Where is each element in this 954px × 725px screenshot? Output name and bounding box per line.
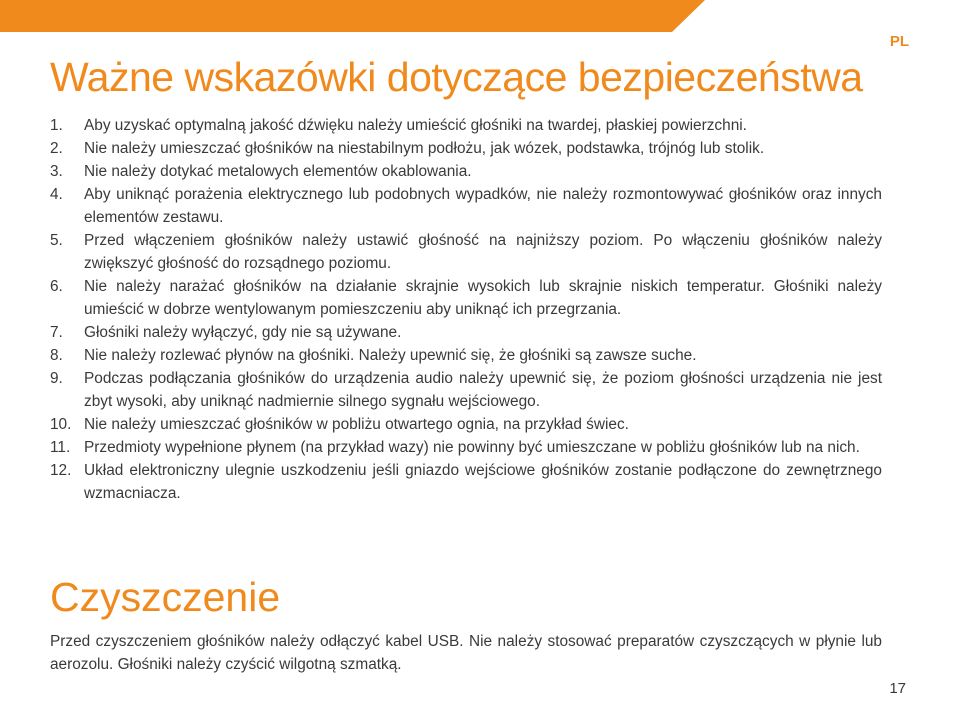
item-text: Aby uniknąć porażenia elektrycznego lub podobnych wypadków, nie należy rozmontowywać głośników oraz innych elementów zestawu. [84,186,882,226]
item-number: 1. [50,117,63,134]
item-text: Nie należy rozlewać płynów na głośniki. Należy upewnić się, że głośniki są zawsze suche. [84,347,697,364]
item-text: Nie należy umieszczać głośników w pobliżu otwartego ognia, na przykład świec. [84,416,629,433]
item-number: 2. [50,140,63,157]
safety-title: Ważne wskazówki dotyczące bezpieczeństwa [50,54,863,100]
item-text: Przed włączeniem głośników należy ustawić głośność na najniższy poziom. Po włączeniu głośników należy zwiększyć głośność do rozsądnego poziomu. [84,232,882,272]
list-item [50,114,882,137]
item-number: 8. [50,347,63,364]
list-item [50,413,882,436]
list-item [50,137,882,160]
list-item [50,160,882,183]
header-accent-band [0,0,705,32]
list-item [50,367,882,413]
item-number: 9. [50,370,63,387]
item-text: Aby uzyskać optymalną jakość dźwięku należy umieścić głośniki na twardej, płaskiej powierzchni. [84,117,747,134]
item-number: 12. [50,462,72,479]
list-item [50,321,882,344]
list-item [50,344,882,367]
safety-list [50,114,882,505]
item-text: Nie należy dotykać metalowych elementów okablowania. [84,163,472,180]
item-number: 4. [50,186,63,203]
list-item [50,183,882,229]
item-text: Przedmioty wypełnione płynem (na przykład wazy) nie powinny być umieszczane w pobliżu głośników lub na nich. [84,439,860,456]
item-number: 5. [50,232,63,249]
item-number: 6. [50,278,63,295]
language-label: PL [889,33,909,50]
item-number: 11. [50,439,71,456]
list-item [50,229,882,275]
item-number: 10. [50,416,72,433]
item-number: 3. [50,163,63,180]
item-text: Nie należy narażać głośników na działanie skrajnie wysokich lub skrajnie niskich temperatur. Głośniki należy umieścić w dobrze wentylowanym pomieszczeniu aby uniknąć ich przegrzania. [84,278,882,318]
item-text: Układ elektroniczny ulegnie uszkodzeniu jeśli gniazdo wejściowe głośników zostanie podłączone do zewnętrznego wzmacniacza. [84,462,882,502]
item-text: Nie należy umieszczać głośników na niestabilnym podłożu, jak wózek, podstawka, trójnóg lub stolik. [84,140,765,157]
page-number: 17 [889,680,906,697]
cleaning-title: Czyszczenie [50,574,281,620]
list-item [50,275,882,321]
list-item [50,436,882,459]
item-number: 7. [50,324,63,341]
cleaning-text: Przed czyszczeniem głośników należy odłączyć kabel USB. Nie należy stosować preparatów czyszczących w płynie lub aerozolu. Głośniki należy czyścić wilgotną szmatką. [50,633,882,673]
item-text: Podczas podłączania głośników do urządzenia audio należy upewnić się, że poziom głośności urządzenia nie jest zbyt wysoki, aby uniknąć nadmiernie silnego sygnału wejściowego. [84,370,882,410]
item-text: Głośniki należy wyłączyć, gdy nie są używane. [84,324,402,341]
list-item [50,459,882,505]
